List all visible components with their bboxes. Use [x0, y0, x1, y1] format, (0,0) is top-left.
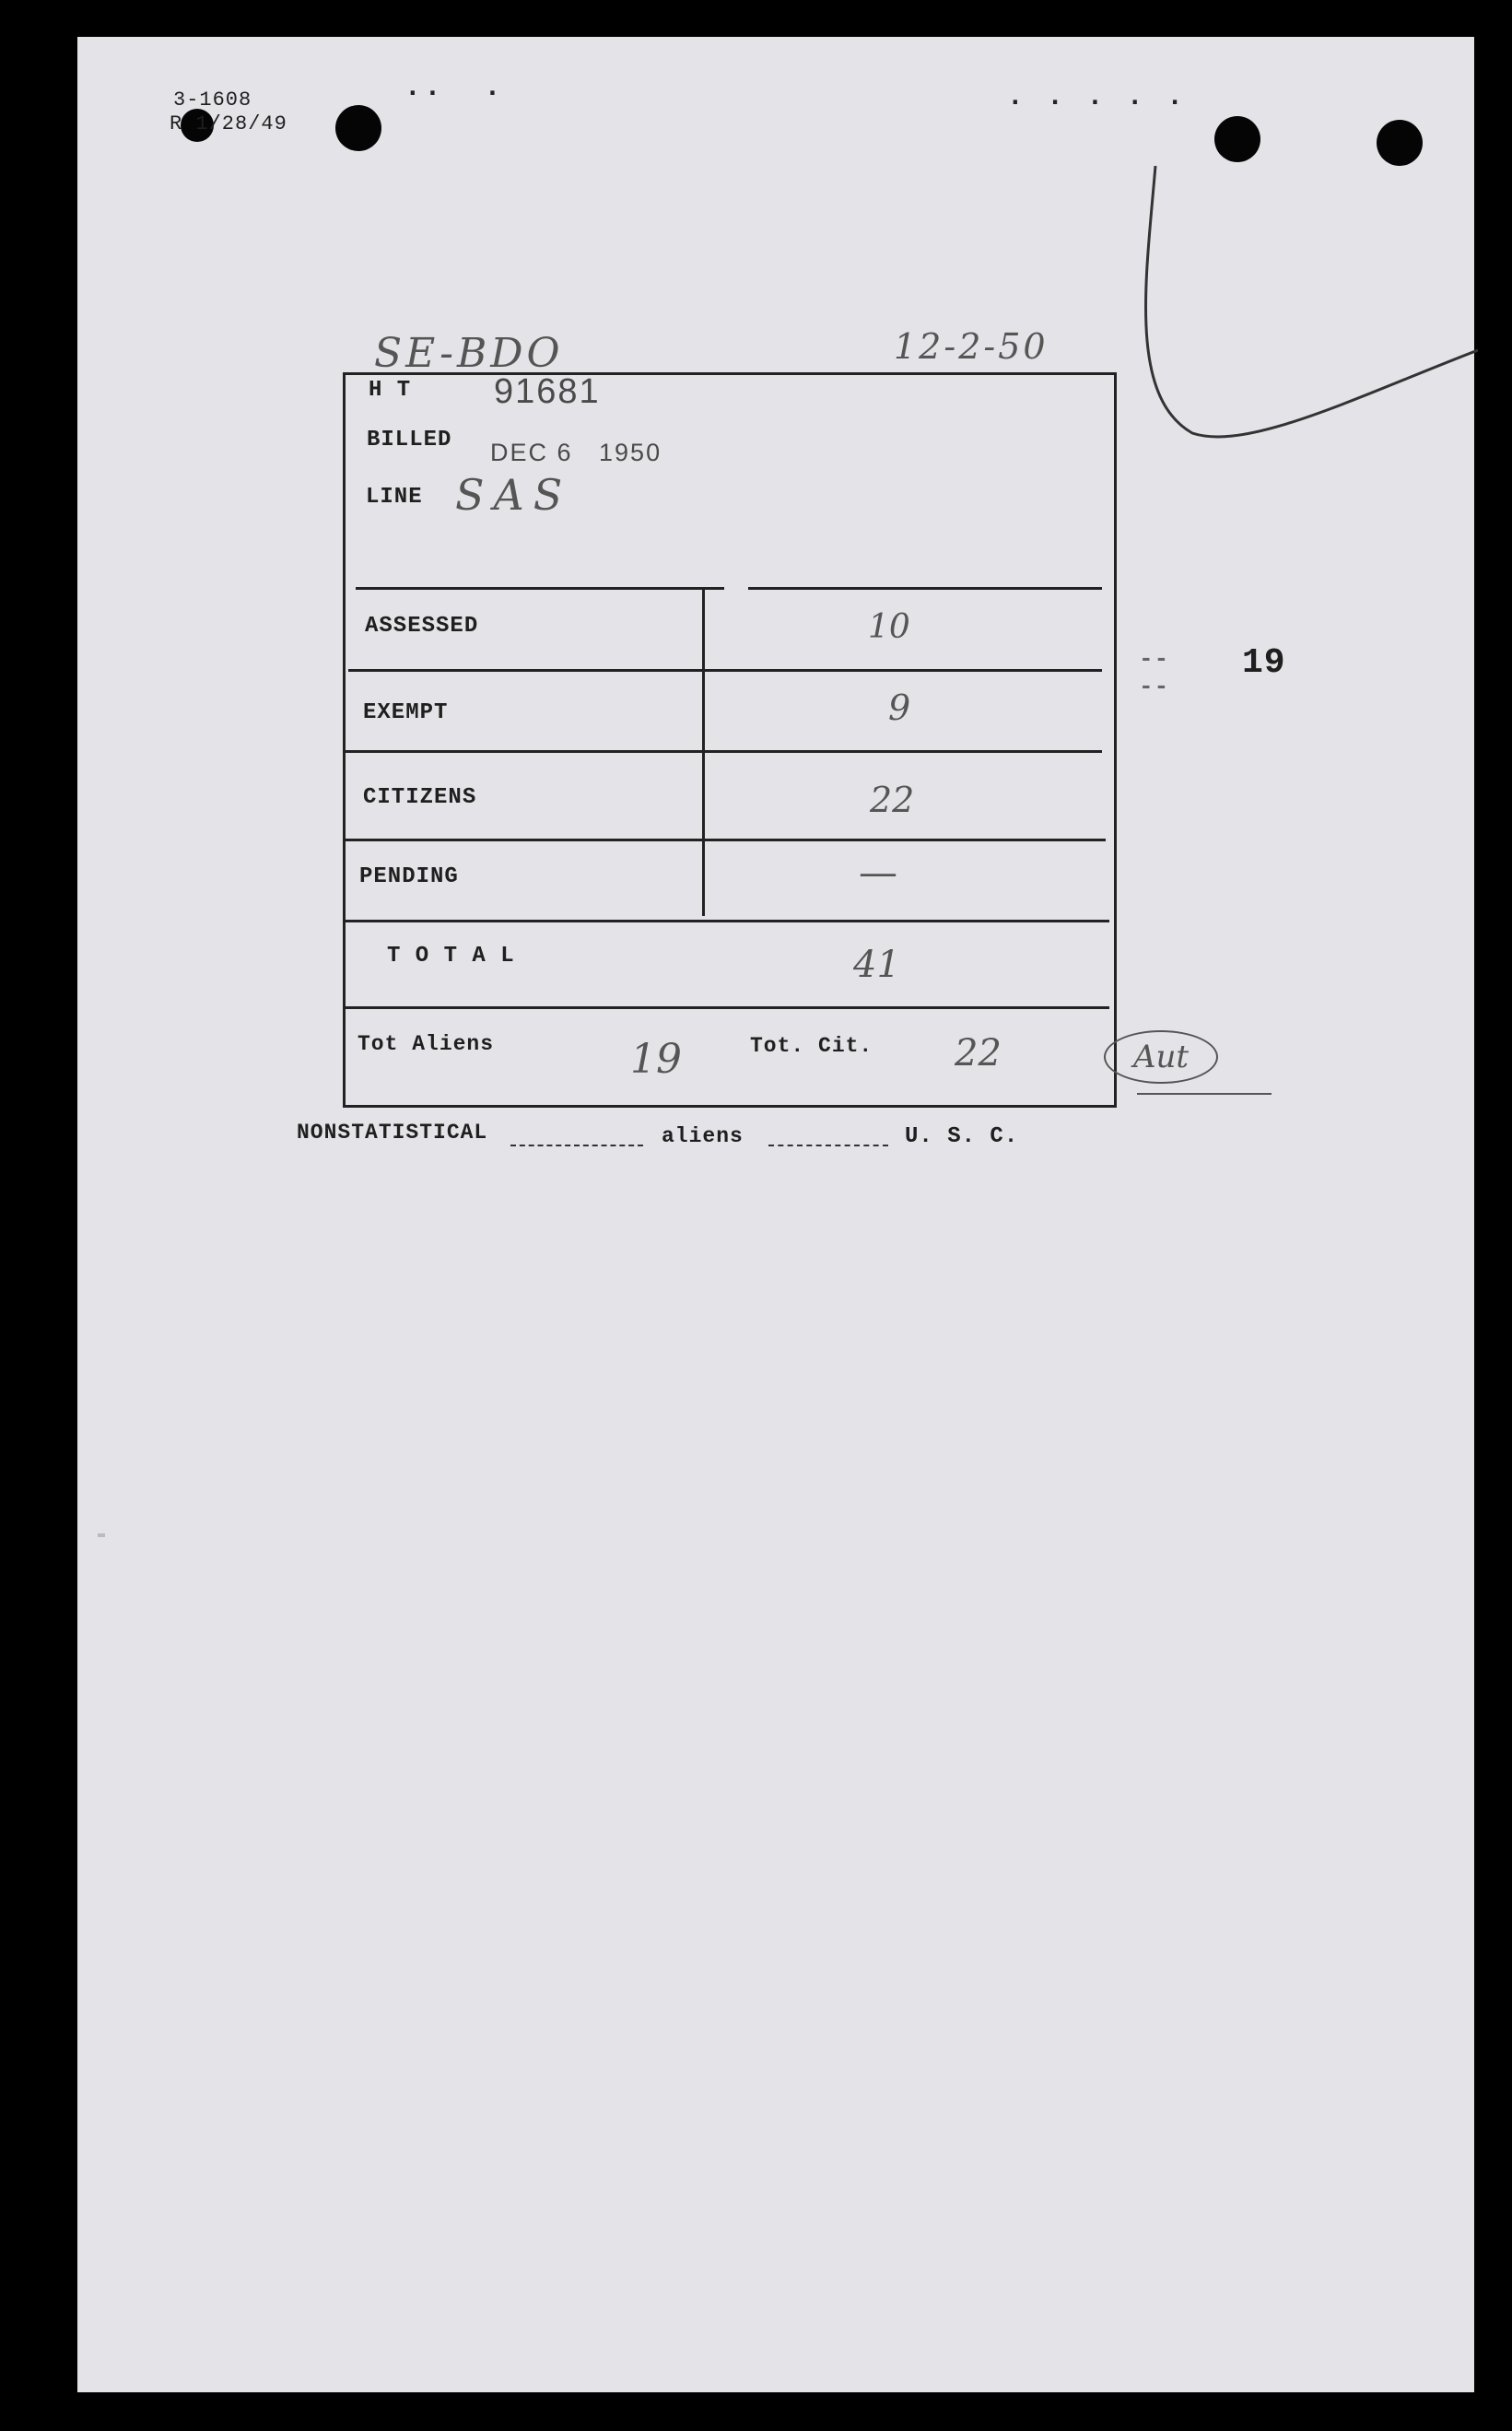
- top-dots-left: .. .: [405, 74, 506, 101]
- tot-aliens-label: Tot Aliens: [357, 1032, 495, 1056]
- pending-label: PENDING: [359, 864, 459, 889]
- nonstatistical-aliens-blank: [510, 1145, 643, 1146]
- tot-cit-value: 22: [955, 1032, 1002, 1075]
- side-dashes: -- --: [1139, 645, 1170, 700]
- row-rule-1: [348, 669, 1102, 672]
- tot-cit-label: Tot. Cit.: [750, 1034, 873, 1058]
- punch-hole-left: [335, 105, 381, 151]
- nonstatistical-usc-blank: [768, 1145, 888, 1146]
- date-written: 12-2-50: [894, 326, 1049, 367]
- form-number: 3-1608: [173, 88, 252, 112]
- billed-value: DEC 6 1950: [490, 439, 662, 466]
- ht-label: H T: [369, 378, 412, 403]
- pending-value: —: [859, 850, 897, 895]
- tot-aliens-value: 19: [630, 1036, 682, 1083]
- row-rule-3: [345, 839, 1106, 841]
- ht-value: 91681: [494, 372, 601, 411]
- total-value: 41: [853, 944, 900, 986]
- row-rule-2: [345, 750, 1102, 753]
- table-top-left-rule: [356, 587, 724, 590]
- total-label: T O T A L: [387, 944, 515, 969]
- table-column-divider: [702, 590, 705, 916]
- nonstatistical-usc-label: U. S. C.: [905, 1124, 1019, 1149]
- nonstatistical-aliens-label: aliens: [662, 1124, 744, 1148]
- line-value: SAS: [455, 470, 572, 520]
- citizens-label: CITIZENS: [363, 785, 477, 810]
- initials: Aut: [1104, 1030, 1218, 1084]
- exempt-value: 9: [888, 687, 911, 728]
- line-label: LINE: [366, 485, 423, 510]
- punch-hole-middle: [1214, 116, 1260, 162]
- assessed-value: 10: [868, 608, 910, 646]
- initials-underline: [1137, 1093, 1272, 1095]
- punch-hole-right: [1377, 120, 1423, 166]
- nonstatistical-label: NONSTATISTICAL: [297, 1121, 488, 1145]
- table-top-right-rule: [748, 587, 1102, 590]
- side-count: 19: [1242, 643, 1286, 683]
- assessed-label: ASSESSED: [365, 614, 479, 639]
- document-page: [77, 37, 1474, 2392]
- top-dots-right: . . . . .: [1008, 83, 1188, 111]
- billed-label: BILLED: [367, 428, 452, 452]
- form-revision: R 1/28/49: [170, 112, 287, 135]
- exempt-label: EXEMPT: [363, 700, 449, 725]
- row-rule-4: [345, 920, 1109, 922]
- citizens-value: 22: [870, 780, 915, 820]
- margin-mark: [98, 1533, 105, 1537]
- pencil-check-mark: [1137, 166, 1478, 461]
- row-rule-5: [345, 1006, 1109, 1009]
- office-code: SE-BDO: [374, 330, 564, 377]
